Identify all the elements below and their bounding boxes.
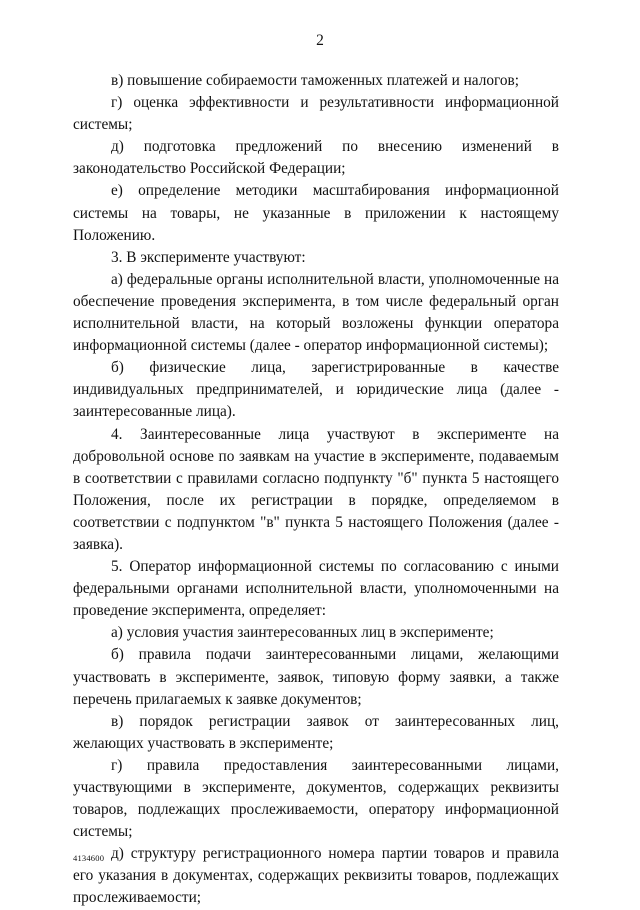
paragraph: в) повышение собираемости таможенных платежей и налогов;	[111, 72, 520, 89]
paragraph: 3. В эксперименте участвуют:	[111, 248, 306, 266]
document-code: 4134600	[73, 853, 105, 863]
paragraph: б) правила подачи заинтересованными лицами, желающими участвовать в эксперименте, заявок, типовую форму заявки, а также перечень прилагаемых к заявке документов;	[73, 646, 559, 708]
paragraph: д) подготовка предложений по внесению изменений в законодательство Российской Федерации;	[73, 138, 559, 178]
paragraph: 5. Оператор информационной системы по согласованию с иными федеральными органами исполнительной власти, уполномоченными на проведение эксперимента, определяет:	[73, 558, 559, 620]
paragraph: г) оценка эффективности и результативности информационной системы;	[73, 94, 559, 134]
paragraph: е) определение методики масштабирования информационной системы на товары, не указанные в приложении к настоящему Положению.	[73, 182, 559, 244]
paragraph: а) федеральные органы исполнительной власти, уполномоченные на обеспечение проведения эксперимента, в том числе федеральный орган исполнительной власти, на который возложены функции оператора информационной системы (далее - оператор информационной системы);	[73, 270, 559, 355]
paragraph: б) физические лица, зарегистрированные в качестве индивидуальных предпринимателей, и юридические лица (далее - заинтересованные лица).	[73, 359, 559, 421]
paragraph: д) структуру регистрационного номера партии товаров и правила его указания в документах, содержащих реквизиты товаров, подлежащих прослеживаемости;	[73, 845, 559, 907]
paragraph: а) условия участия заинтересованных лиц в эксперименте;	[111, 624, 494, 642]
paragraph: в) порядок регистрации заявок от заинтересованных лиц, желающих участвовать в эксперименте;	[73, 712, 559, 752]
paragraph: 4. Заинтересованные лица участвуют в эксперименте на добровольной основе по заявкам на участие в эксперименте, подаваемым в соответствии с правилами согласно подпункту "б" пункта 5 настоящего Положения, после их регистрации в порядке, определяемом в соответствии с подпунктом "в" пункта 5 настоящего Положения (далее - заявка).	[73, 425, 559, 553]
paragraph: г) правила предоставления заинтересованными лицами, участвующими в эксперименте, документов, содержащих реквизиты товаров, подлежащих прослеживаемости, оператору информационной системы;	[73, 756, 559, 841]
page-number: 2	[316, 32, 324, 49]
document-body	[73, 70, 559, 910]
